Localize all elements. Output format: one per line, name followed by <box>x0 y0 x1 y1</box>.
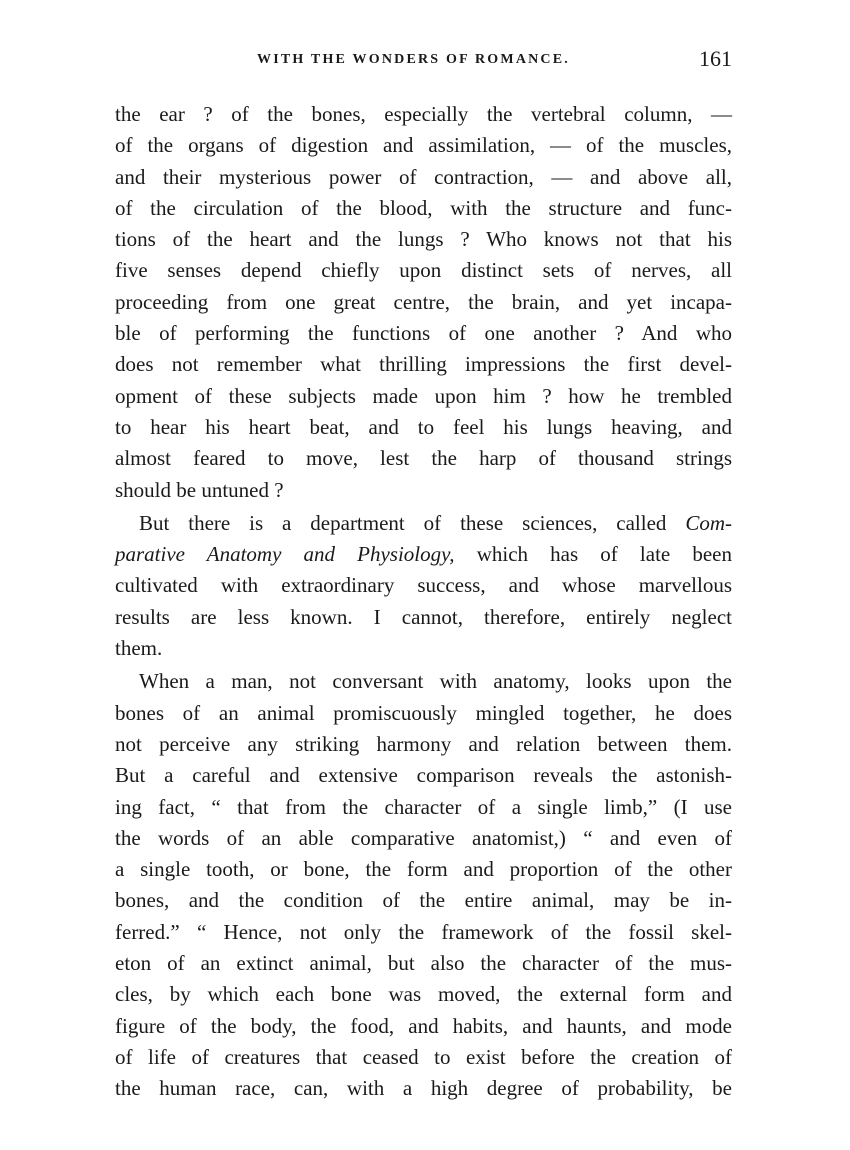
text-line: eton of an extinct animal, but also the character of the mus- <box>115 951 732 976</box>
text-line: opment of these subjects made upon him ? how he trembled <box>115 383 732 408</box>
text-line: of life of creatures that ceased to exist before the creation of <box>115 1044 732 1069</box>
text-line: tions of the heart and the lungs ? Who knows not that his <box>115 227 732 252</box>
text-line: cultivated with extraordinary success, and whose marvellous <box>115 573 732 598</box>
page-number: 161 <box>699 46 732 71</box>
text-line: of the organs of digestion and assimilation, — of the muscles, <box>115 133 732 158</box>
text-line: the ear ? of the bones, especially the vertebral column, — <box>115 102 732 126</box>
text-line: cles, by which each bone was moved, the external form and <box>115 982 732 1007</box>
text-line: When a man, not conversant with anatomy, looks upon the <box>139 669 732 694</box>
text-line: a single tooth, or bone, the form and proportion of the other <box>115 857 732 882</box>
paragraph-1 <box>115 99 732 506</box>
text-line: figure of the body, the food, and habits, and haunts, and mode <box>115 1013 732 1038</box>
text-line: results are less known. I cannot, therefore, entirely neglect <box>115 604 732 629</box>
text-line: and their mysterious power of contraction, — and above all, <box>115 164 732 189</box>
text-line: But a careful and extensive comparison reveals the astonish- <box>115 763 732 788</box>
text-line <box>115 508 732 539</box>
text-line: ferred.” “ Hence, not only the framework of the fossil skel- <box>115 919 732 944</box>
text-line: should be untuned ? <box>115 477 284 502</box>
text-line: proceeding from one great centre, the brain, and yet incapa- <box>115 289 732 314</box>
text-line: bones, and the condition of the entire animal, may be in- <box>115 888 732 913</box>
italic-term: Com- <box>685 510 732 535</box>
text-line: not perceive any striking harmony and relation between them. <box>115 731 732 756</box>
text-line: the words of an able comparative anatomist,) “ and even of <box>115 825 732 850</box>
italic-term: parative Anatomy and Physiology, <box>115 542 455 567</box>
text-line: bones of an animal promiscuously mingled together, he does <box>115 700 732 725</box>
text-line: the human race, can, with a high degree of probability, be <box>115 1076 732 1101</box>
text-run: which has of late been <box>454 542 732 567</box>
running-title: WITH THE WONDERS OF ROMANCE. <box>257 52 570 67</box>
text-line: them. <box>115 636 163 661</box>
text-line <box>115 539 732 570</box>
text-line: of the circulation of the blood, with the structure and func- <box>115 195 732 220</box>
paragraph-3 <box>115 666 732 1104</box>
text-line: ing fact, “ that from the character of a single limb,” (I use <box>115 794 732 819</box>
text-run: But there is a department of these sciences, called <box>139 510 686 535</box>
text-line: almost feared to move, lest the harp of thousand strings <box>115 446 732 471</box>
text-line: to hear his heart beat, and to feel his lungs heaving, and <box>115 414 732 439</box>
text-line: five senses depend chiefly upon distinct sets of nerves, all <box>115 258 732 283</box>
paragraph-2 <box>115 508 732 664</box>
running-head <box>115 46 732 76</box>
body-text <box>115 99 732 1105</box>
text-line: does not remember what thrilling impressions the first devel- <box>115 352 732 377</box>
text-line: ble of performing the functions of one another ? And who <box>115 321 732 346</box>
